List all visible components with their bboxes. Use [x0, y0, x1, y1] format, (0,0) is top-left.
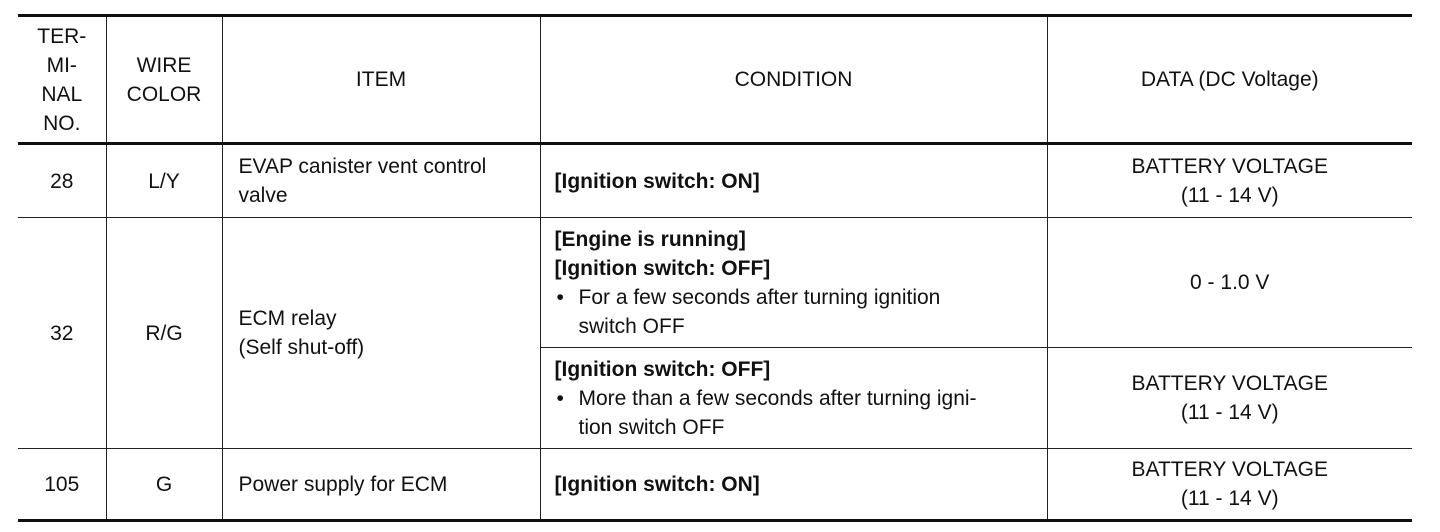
condition-bullet: • More than a few seconds after turning igni- tion switch OFF — [555, 384, 1039, 442]
condition-cell: [Ignition switch: ON] — [540, 144, 1047, 218]
header-condition: CONDITION — [540, 16, 1047, 144]
table-row — [18, 218, 1412, 348]
header-data: DATA (DC Voltage) — [1047, 16, 1412, 144]
table-row — [18, 144, 1412, 218]
table-row — [18, 449, 1412, 521]
condition-cell: [Ignition switch: ON] — [540, 449, 1047, 521]
header-row — [18, 16, 1412, 144]
bullet-icon: • — [556, 386, 564, 410]
item-cell: ECM relay (Self shut-off) — [222, 218, 540, 449]
terminal-cell: 28 — [18, 144, 106, 218]
data-cell: BATTERY VOLTAGE (11 - 14 V) — [1047, 144, 1412, 218]
item-cell: Power supply for ECM — [222, 449, 540, 521]
bullet-icon: • — [556, 285, 564, 309]
data-cell: 0 - 1.0 V — [1047, 218, 1412, 348]
condition-cell: [Engine is running] [Ignition switch: OFF] • For a few seconds after turning ignition switch OFF — [540, 218, 1047, 348]
wire-color-cell: G — [106, 449, 222, 521]
item-cell: EVAP canister vent control valve — [222, 144, 540, 218]
terminal-cell: 32 — [18, 218, 106, 449]
wire-color-cell: R/G — [106, 218, 222, 449]
condition-bullet: • For a few seconds after turning ignition switch OFF — [555, 283, 1039, 341]
terminal-table — [18, 14, 1412, 522]
header-terminal: TER- MI- NAL NO. — [18, 16, 106, 144]
wire-color-cell: L/Y — [106, 144, 222, 218]
data-cell: BATTERY VOLTAGE (11 - 14 V) — [1047, 449, 1412, 521]
header-wire-color: WIRE COLOR — [106, 16, 222, 144]
header-item: ITEM — [222, 16, 540, 144]
condition-cell: [Ignition switch: OFF] • More than a few seconds after turning igni- tion switch OFF — [540, 348, 1047, 449]
data-cell: BATTERY VOLTAGE (11 - 14 V) — [1047, 348, 1412, 449]
terminal-cell: 105 — [18, 449, 106, 521]
